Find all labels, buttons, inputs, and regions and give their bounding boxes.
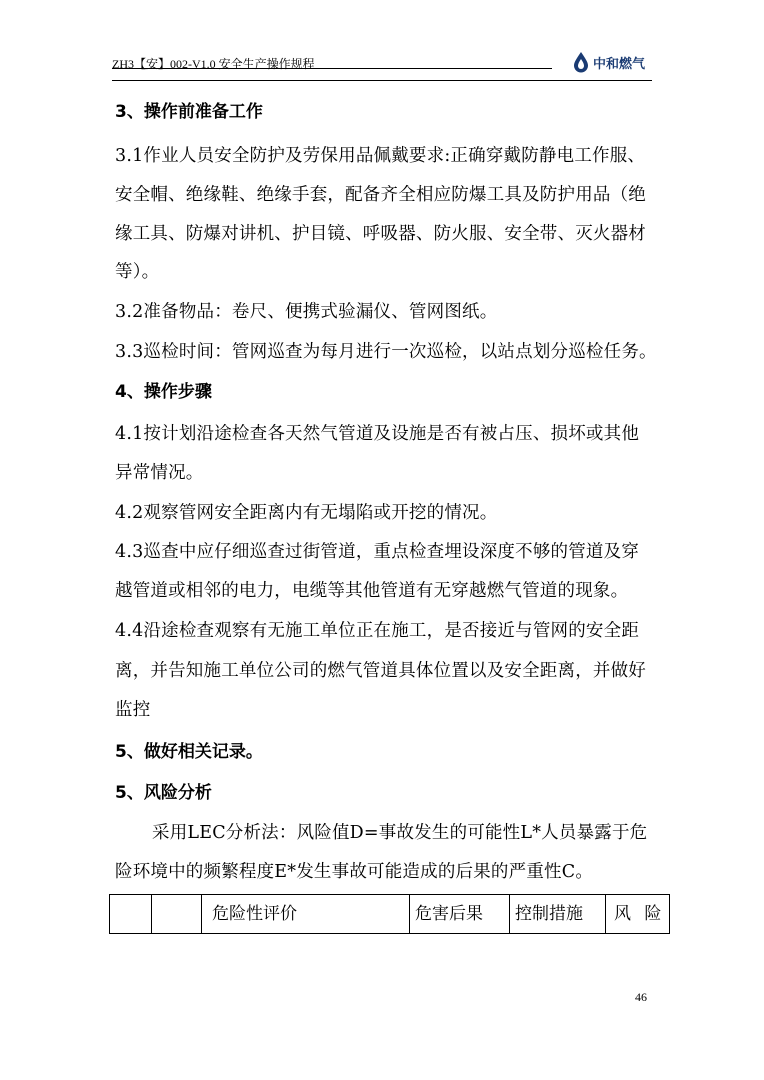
paragraph-line: 监控 bbox=[115, 700, 151, 720]
paragraph-line: 4.3巡查中应仔细巡查过街管道，重点检查埋设深度不够的管道及穿 bbox=[115, 542, 640, 562]
header-title: ZH3【安】002-V1.0 安全生产操作规程 bbox=[112, 57, 315, 71]
section-heading-4: 4、操作步骤 bbox=[115, 382, 212, 402]
table-header-cell: 风 险 bbox=[614, 904, 662, 924]
paragraph-line: 3.3巡检时间：管网巡查为每月进行一次巡检，以站点划分巡检任务。 bbox=[115, 342, 657, 362]
paragraph-line: 险环境中的频繁程度E*发生事故可能造成的后果的严重性C。 bbox=[115, 862, 594, 882]
table-header-cell: 危害后果 bbox=[410, 895, 510, 933]
table-header-cell: 危险性评价 bbox=[202, 895, 410, 933]
table-header-cell: 控制措施 bbox=[510, 895, 606, 933]
paragraph-line: 安全帽、绝缘鞋、绝缘手套，配备齐全相应防爆工具及防护用品（绝 bbox=[115, 185, 646, 205]
header-divider bbox=[112, 68, 552, 69]
paragraph-line: 4.4沿途检查观察有无施工单位正在施工，是否接近与管网的安全距 bbox=[115, 621, 640, 641]
page-number: 46 bbox=[635, 990, 647, 1004]
flame-drop-icon bbox=[572, 51, 590, 73]
paragraph-line: 缘工具、防爆对讲机、护目镜、呼吸器、防火服、安全带、灭火器材 bbox=[115, 224, 646, 244]
section-heading-3: 3、操作前准备工作 bbox=[115, 102, 263, 122]
logo-text: 中和燃气 bbox=[593, 56, 646, 72]
section-heading-5a: 5、做好相关记录。 bbox=[115, 742, 263, 762]
risk-analysis-table bbox=[109, 894, 670, 934]
header-bottom-rule bbox=[112, 80, 652, 81]
section-heading-5b: 5、风险分析 bbox=[115, 783, 212, 803]
paragraph-line: 等）。 bbox=[115, 262, 160, 282]
paragraph-line: 3.2准备物品：卷尺、便携式验漏仪、管网图纸。 bbox=[115, 302, 498, 322]
company-logo bbox=[572, 50, 652, 74]
paragraph-line: 离，并告知施工单位公司的燃气管道具体位置以及安全距离，并做好 bbox=[115, 661, 646, 681]
table-header-cell bbox=[110, 895, 152, 933]
paragraph-line: 异常情况。 bbox=[115, 463, 204, 483]
paragraph-line: 采用LEC分析法：风险值D=事故发生的可能性L*人员暴露于危 bbox=[152, 823, 648, 843]
page-header bbox=[112, 44, 652, 80]
paragraph-line: 4.1按计划沿途检查各天然气管道及设施是否有被占压、损坏或其他 bbox=[115, 424, 640, 444]
paragraph-line: 4.2观察管网安全距离内有无塌陷或开挖的情况。 bbox=[115, 503, 498, 523]
paragraph-line: 越管道或相邻的电力，电缆等其他管道有无穿越燃气管道的现象。 bbox=[115, 581, 629, 601]
paragraph-line: 3.1作业人员安全防护及劳保用品佩戴要求:正确穿戴防静电工作服、 bbox=[115, 146, 646, 166]
table-header-cell bbox=[152, 895, 202, 933]
